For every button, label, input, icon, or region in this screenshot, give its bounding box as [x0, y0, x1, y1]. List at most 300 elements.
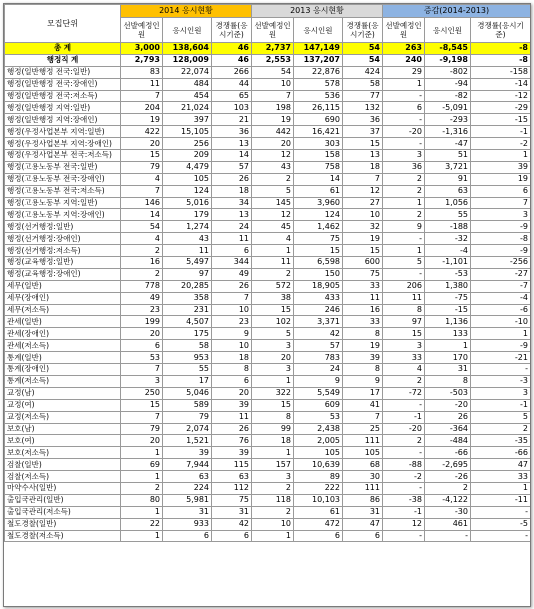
- cell-value: -27: [471, 268, 531, 280]
- cell-value: 17: [163, 375, 212, 387]
- cell-value: -503: [425, 387, 471, 399]
- cell-value: -10: [471, 316, 531, 328]
- cell-value: -38: [383, 494, 425, 506]
- cell-value: 20: [252, 138, 294, 150]
- cell-value: 47: [471, 459, 531, 471]
- cell-value: 54: [252, 66, 294, 78]
- cell-value: 27: [343, 197, 383, 209]
- cell-value: -75: [425, 292, 471, 304]
- cell-value: -20: [383, 423, 425, 435]
- cell-value: 250: [121, 387, 163, 399]
- cell-value: 2: [252, 173, 294, 185]
- cell-value: 76: [212, 435, 252, 447]
- cell-value: 36: [343, 114, 383, 126]
- total-row: [5, 43, 531, 55]
- unit-header: 모집단위: [5, 5, 121, 43]
- cell-value: -1,101: [425, 257, 471, 269]
- cell-value: 256: [163, 138, 212, 150]
- cell-value: -2,695: [425, 459, 471, 471]
- table-row: [5, 375, 531, 387]
- cell-value: 75: [294, 233, 343, 245]
- cell-value: -1: [383, 411, 425, 423]
- cell-value: 12: [252, 209, 294, 221]
- cell-value: 75: [212, 494, 252, 506]
- col-rate-2013: 경쟁률(응시기준): [343, 18, 383, 43]
- cell-value: 263: [383, 43, 425, 55]
- cell-value: 21: [212, 114, 252, 126]
- cell-value: -3: [471, 375, 531, 387]
- cell-value: 5,981: [163, 494, 212, 506]
- cell-value: 133: [425, 328, 471, 340]
- cell-value: 16: [343, 304, 383, 316]
- cell-value: 49: [212, 268, 252, 280]
- cell-value: 7: [121, 364, 163, 376]
- cell-value: 303: [294, 138, 343, 150]
- cell-value: -53: [425, 268, 471, 280]
- cell-value: 422: [121, 126, 163, 138]
- cell-value: -293: [425, 114, 471, 126]
- cell-value: 3: [252, 471, 294, 483]
- cell-value: 53: [294, 411, 343, 423]
- cell-value: 16,421: [294, 126, 343, 138]
- cell-value: 2,553: [252, 54, 294, 66]
- cell-value: 7: [343, 173, 383, 185]
- cell-value: 15: [294, 245, 343, 257]
- cell-value: 5: [252, 328, 294, 340]
- cell-value: -2: [383, 471, 425, 483]
- cell-value: 778: [121, 280, 163, 292]
- group-diff-header: 증감(2014-2013): [383, 5, 531, 18]
- row-label: 철도경찰(저소득): [5, 530, 121, 542]
- row-label: 행정(고용노동부 전국:일반): [5, 161, 121, 173]
- cell-value: -1: [471, 126, 531, 138]
- cell-value: -29: [471, 102, 531, 114]
- cell-value: -88: [383, 459, 425, 471]
- cell-value: -: [383, 530, 425, 542]
- table-row: [5, 447, 531, 459]
- cell-value: 246: [294, 304, 343, 316]
- cell-value: 3,371: [294, 316, 343, 328]
- cell-value: 10,103: [294, 494, 343, 506]
- row-label: 관세(장애인): [5, 328, 121, 340]
- cell-value: 397: [163, 114, 212, 126]
- cell-value: 7: [252, 90, 294, 102]
- row-label: 보호(저소득): [5, 447, 121, 459]
- header-group-row: [5, 5, 531, 18]
- table-row: [5, 518, 531, 530]
- row-label: 세무(일반): [5, 280, 121, 292]
- cell-value: 33: [383, 352, 425, 364]
- cell-value: 15: [252, 304, 294, 316]
- cell-value: 1: [471, 482, 531, 494]
- cell-value: -: [383, 90, 425, 102]
- col-applicants-2014: 응시인원: [163, 18, 212, 43]
- table-row: [5, 352, 531, 364]
- cell-value: 11: [212, 233, 252, 245]
- cell-value: 63: [212, 471, 252, 483]
- cell-value: 18: [343, 161, 383, 173]
- cell-value: 6: [471, 185, 531, 197]
- cell-value: -11: [471, 494, 531, 506]
- cell-value: -9: [471, 340, 531, 352]
- cell-value: 209: [163, 150, 212, 162]
- cell-value: 1,521: [163, 435, 212, 447]
- cell-value: 20,285: [163, 280, 212, 292]
- cell-value: -14: [471, 78, 531, 90]
- group-2014-header: 2014 응시현황: [121, 5, 252, 18]
- cell-value: 79: [163, 411, 212, 423]
- cell-value: 484: [163, 78, 212, 90]
- cell-value: -72: [383, 387, 425, 399]
- cell-value: 5: [252, 185, 294, 197]
- table-row: [5, 173, 531, 185]
- cell-value: -15: [425, 304, 471, 316]
- cell-value: 38: [252, 292, 294, 304]
- cell-value: 14: [294, 173, 343, 185]
- table-row: [5, 138, 531, 150]
- cell-value: 22,876: [294, 66, 343, 78]
- row-label: 보호(여): [5, 435, 121, 447]
- cell-value: 15,105: [163, 126, 212, 138]
- cell-value: 53: [121, 352, 163, 364]
- row-label: 행정(우정사업본부 지역:장애인): [5, 138, 121, 150]
- cell-value: 15: [121, 399, 163, 411]
- cell-value: 6: [212, 245, 252, 257]
- cell-value: -5,091: [425, 102, 471, 114]
- cell-value: 20: [121, 435, 163, 447]
- cell-value: 22,074: [163, 66, 212, 78]
- cell-value: 231: [163, 304, 212, 316]
- cell-value: 224: [163, 482, 212, 494]
- cell-value: 2: [425, 482, 471, 494]
- cell-value: 3: [471, 209, 531, 221]
- cell-value: 11: [212, 411, 252, 423]
- cell-value: 2,737: [252, 43, 294, 55]
- cell-value: 43: [163, 233, 212, 245]
- cell-value: 2: [121, 482, 163, 494]
- cell-value: 42: [212, 518, 252, 530]
- cell-value: 222: [294, 482, 343, 494]
- cell-value: 118: [252, 494, 294, 506]
- row-label: 교정(남): [5, 387, 121, 399]
- cell-value: 1: [471, 150, 531, 162]
- cell-value: 1: [471, 328, 531, 340]
- row-label: 세무(장애인): [5, 292, 121, 304]
- cell-value: 10: [212, 340, 252, 352]
- cell-value: 5,497: [163, 257, 212, 269]
- cell-value: 4: [121, 173, 163, 185]
- cell-value: 344: [212, 257, 252, 269]
- cell-value: -30: [425, 506, 471, 518]
- cell-value: -256: [471, 257, 531, 269]
- cell-value: 132: [343, 102, 383, 114]
- cell-value: -484: [425, 435, 471, 447]
- cell-value: 61: [294, 506, 343, 518]
- cell-value: 199: [121, 316, 163, 328]
- cell-value: 111: [343, 435, 383, 447]
- cell-value: -188: [425, 221, 471, 233]
- cell-value: 77: [343, 90, 383, 102]
- cell-value: 18: [212, 185, 252, 197]
- cell-value: 24: [294, 364, 343, 376]
- cell-value: -66: [425, 447, 471, 459]
- cell-value: 14: [121, 209, 163, 221]
- cell-value: -4: [425, 245, 471, 257]
- cell-value: 10,639: [294, 459, 343, 471]
- cell-value: 578: [294, 78, 343, 90]
- row-label: 행정(일반행정 지역:장애인): [5, 114, 121, 126]
- cell-value: -: [383, 482, 425, 494]
- cell-value: 454: [163, 90, 212, 102]
- table-row: [5, 471, 531, 483]
- table-row: [5, 268, 531, 280]
- cell-value: 6: [294, 530, 343, 542]
- cell-value: 783: [294, 352, 343, 364]
- cell-value: 65: [212, 90, 252, 102]
- row-label: 행정(고용노동부 지역:장애인): [5, 209, 121, 221]
- cell-value: 137,207: [294, 54, 343, 66]
- cell-value: 6: [121, 340, 163, 352]
- row-label: 철도경찰(일반): [5, 518, 121, 530]
- cell-value: 1: [252, 447, 294, 459]
- cell-value: 1: [425, 340, 471, 352]
- cell-value: 47: [343, 518, 383, 530]
- cell-value: -82: [425, 90, 471, 102]
- cell-value: 19: [343, 340, 383, 352]
- table-row: [5, 126, 531, 138]
- cell-value: 2: [471, 423, 531, 435]
- cell-value: 1,056: [425, 197, 471, 209]
- cell-value: 15: [343, 138, 383, 150]
- cell-value: 18: [252, 435, 294, 447]
- cell-value: 20: [212, 387, 252, 399]
- cell-value: 10: [252, 518, 294, 530]
- cell-value: 39: [212, 399, 252, 411]
- table-row: [5, 328, 531, 340]
- cell-value: 42: [294, 328, 343, 340]
- row-label: 행정(고용노동부 지역:일반): [5, 197, 121, 209]
- cell-value: 3: [471, 387, 531, 399]
- cell-value: 33: [471, 471, 531, 483]
- cell-value: 19: [471, 173, 531, 185]
- cell-value: 7: [121, 411, 163, 423]
- table-row: [5, 185, 531, 197]
- cell-value: 5: [471, 411, 531, 423]
- cell-value: 3,000: [121, 43, 163, 55]
- cell-value: 6: [212, 530, 252, 542]
- cell-value: 44: [212, 78, 252, 90]
- cell-value: 7,944: [163, 459, 212, 471]
- table-row: [5, 90, 531, 102]
- cell-value: -20: [383, 126, 425, 138]
- cell-value: 97: [163, 268, 212, 280]
- cell-value: 36: [212, 126, 252, 138]
- cell-value: -21: [471, 352, 531, 364]
- cell-value: 20: [121, 138, 163, 150]
- cell-value: 600: [343, 257, 383, 269]
- cell-value: 145: [252, 197, 294, 209]
- cell-value: 19: [121, 114, 163, 126]
- table-row: [5, 245, 531, 257]
- table-row: [5, 364, 531, 376]
- cell-value: 91: [425, 173, 471, 185]
- row-label: 세무(저소득): [5, 304, 121, 316]
- recruitment-table: [4, 4, 531, 542]
- cell-value: -: [471, 530, 531, 542]
- row-label: 통계(일반): [5, 352, 121, 364]
- cell-value: 26: [212, 423, 252, 435]
- cell-value: 10: [343, 209, 383, 221]
- cell-value: -: [471, 364, 531, 376]
- row-label: 관세(일반): [5, 316, 121, 328]
- cell-value: 7: [343, 411, 383, 423]
- table-row: [5, 233, 531, 245]
- cell-value: 572: [252, 280, 294, 292]
- cell-value: 1: [121, 530, 163, 542]
- cell-value: -: [383, 447, 425, 459]
- row-label: 검찰(저소득): [5, 471, 121, 483]
- cell-value: 22: [121, 518, 163, 530]
- row-label: 행정(일반행정 전국:일반): [5, 66, 121, 78]
- cell-value: 15: [383, 328, 425, 340]
- cell-value: -94: [425, 78, 471, 90]
- cell-value: 39: [343, 352, 383, 364]
- cell-value: 2,793: [121, 54, 163, 66]
- cell-value: -8,545: [425, 43, 471, 55]
- cell-value: 12: [343, 185, 383, 197]
- cell-value: 13: [212, 209, 252, 221]
- cell-value: 80: [121, 494, 163, 506]
- cell-value: 32: [343, 221, 383, 233]
- cell-value: 7: [212, 292, 252, 304]
- cell-value: 26,115: [294, 102, 343, 114]
- cell-value: 79: [121, 161, 163, 173]
- cell-value: 2: [121, 245, 163, 257]
- row-label: 교정(저소득): [5, 411, 121, 423]
- cell-value: -4: [471, 292, 531, 304]
- table-row: [5, 340, 531, 352]
- cell-value: 45: [252, 221, 294, 233]
- cell-value: 206: [383, 280, 425, 292]
- cell-value: 758: [294, 161, 343, 173]
- table-row: [5, 78, 531, 90]
- cell-value: 2,438: [294, 423, 343, 435]
- cell-value: 472: [294, 518, 343, 530]
- cell-value: 41: [343, 399, 383, 411]
- cell-value: 266: [212, 66, 252, 78]
- cell-value: 30: [343, 471, 383, 483]
- cell-value: 609: [294, 399, 343, 411]
- cell-value: 2: [121, 268, 163, 280]
- cell-value: 933: [163, 518, 212, 530]
- cell-value: 442: [252, 126, 294, 138]
- cell-value: 170: [425, 352, 471, 364]
- cell-value: 55: [163, 364, 212, 376]
- cell-value: 39: [471, 161, 531, 173]
- cell-value: 5: [383, 257, 425, 269]
- cell-value: 99: [252, 423, 294, 435]
- cell-value: 433: [294, 292, 343, 304]
- cell-value: 51: [425, 150, 471, 162]
- cell-value: 2,074: [163, 423, 212, 435]
- cell-value: 9: [343, 375, 383, 387]
- subtotal-row: [5, 54, 531, 66]
- cell-value: 204: [121, 102, 163, 114]
- cell-value: -: [471, 506, 531, 518]
- cell-value: 4: [252, 233, 294, 245]
- cell-value: 17: [343, 387, 383, 399]
- cell-value: 97: [383, 316, 425, 328]
- cell-value: -8: [471, 43, 531, 55]
- cell-value: 5,549: [294, 387, 343, 399]
- cell-value: -: [383, 138, 425, 150]
- cell-value: 57: [212, 161, 252, 173]
- row-label: 통계(저소득): [5, 375, 121, 387]
- cell-value: 2: [383, 209, 425, 221]
- cell-value: 86: [343, 494, 383, 506]
- cell-value: 690: [294, 114, 343, 126]
- cell-value: 83: [121, 66, 163, 78]
- table-row: [5, 161, 531, 173]
- cell-value: 15: [252, 399, 294, 411]
- cell-value: 115: [212, 459, 252, 471]
- cell-value: 1: [121, 447, 163, 459]
- cell-value: -47: [425, 138, 471, 150]
- cell-value: 6: [343, 530, 383, 542]
- cell-value: 8: [343, 364, 383, 376]
- cell-value: 6: [163, 530, 212, 542]
- cell-value: 25: [343, 423, 383, 435]
- cell-value: 39: [212, 447, 252, 459]
- cell-value: 7: [121, 90, 163, 102]
- cell-value: 1,136: [425, 316, 471, 328]
- table-row: [5, 494, 531, 506]
- cell-value: 8: [383, 304, 425, 316]
- cell-value: 1: [252, 530, 294, 542]
- cell-value: 11: [343, 292, 383, 304]
- cell-value: 2,005: [294, 435, 343, 447]
- cell-value: -1: [383, 506, 425, 518]
- cell-value: 8: [252, 411, 294, 423]
- cell-value: 3: [121, 375, 163, 387]
- cell-value: 24: [212, 221, 252, 233]
- cell-value: -1,316: [425, 126, 471, 138]
- col-applicants-diff: 응시인원: [425, 18, 471, 43]
- cell-value: 8: [343, 328, 383, 340]
- cell-value: 589: [163, 399, 212, 411]
- table-row: [5, 221, 531, 233]
- row-label: 행정(일반행정 전국:저소득): [5, 90, 121, 102]
- table-row: [5, 435, 531, 447]
- cell-value: 9: [294, 375, 343, 387]
- cell-value: 1: [383, 78, 425, 90]
- cell-value: 49: [121, 292, 163, 304]
- row-label: 통계(장애인): [5, 364, 121, 376]
- row-label: 출입국관리(일반): [5, 494, 121, 506]
- cell-value: -32: [425, 233, 471, 245]
- cell-value: 37: [343, 126, 383, 138]
- cell-value: 6,598: [294, 257, 343, 269]
- cell-value: 3: [383, 150, 425, 162]
- cell-value: 11: [252, 257, 294, 269]
- cell-value: 54: [343, 54, 383, 66]
- cell-value: 4,507: [163, 316, 212, 328]
- cell-value: 179: [163, 209, 212, 221]
- cell-value: 26: [212, 280, 252, 292]
- cell-value: 1,462: [294, 221, 343, 233]
- cell-value: 322: [252, 387, 294, 399]
- cell-value: 147,149: [294, 43, 343, 55]
